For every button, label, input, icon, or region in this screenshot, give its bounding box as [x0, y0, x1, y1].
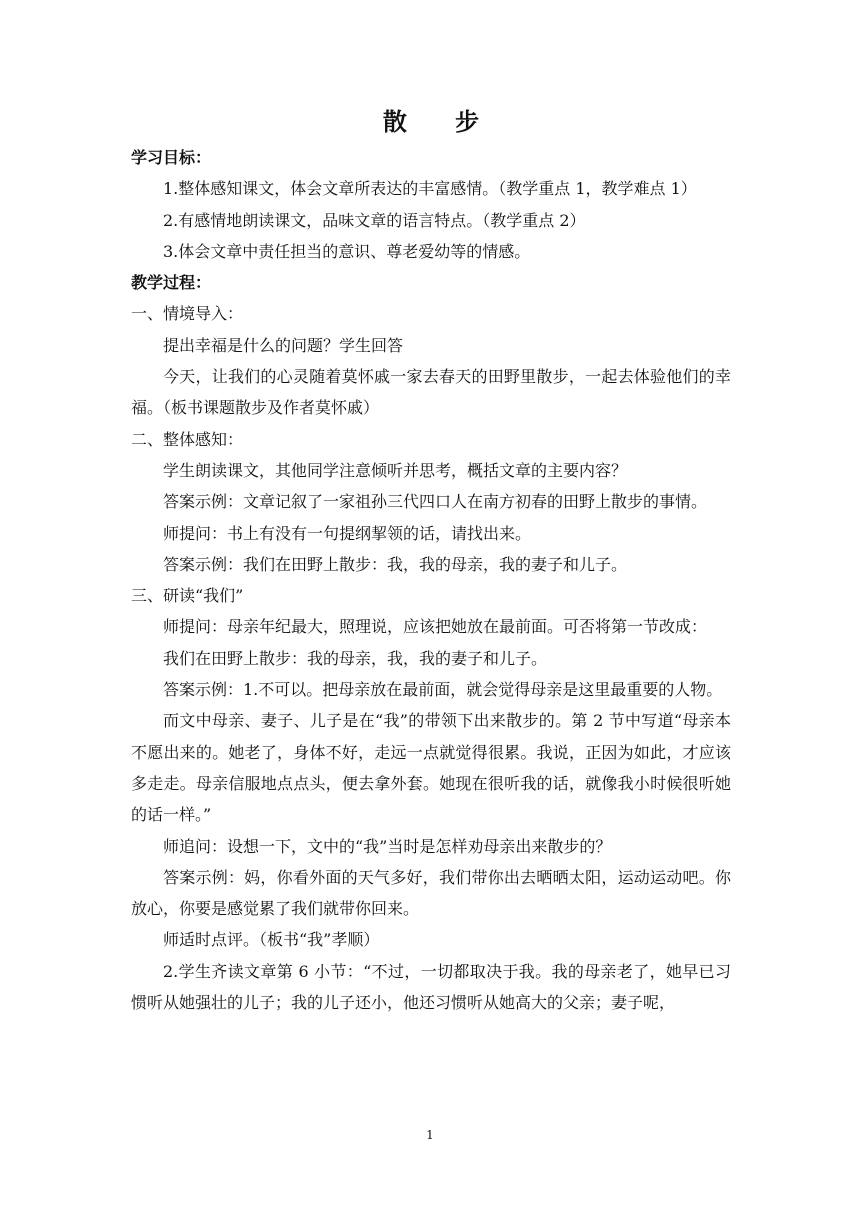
paragraph: 今天，让我们的心灵随着莫怀戚一家去春天的田野里散步，一起去体验他们的幸福。（板书课题散步及作者莫怀戚）	[131, 367, 731, 418]
paragraph: 学生朗读课文，其他同学注意倾听并思考，概括文章的主要内容？	[163, 460, 628, 480]
goal-item: 1.整体感知课文，体会文章所表达的丰富感情。（教学重点 1，教学难点 1）	[163, 179, 697, 199]
paragraph: 我们在田野上散步：我的母亲，我，我的妻子和儿子。	[163, 648, 548, 668]
goal-item: 2.有感情地朗读课文，品味文章的语言特点。（教学重点 2）	[163, 210, 586, 230]
paragraph: 答案示例：1.不可以。把母亲放在最前面，就会觉得母亲是这里最重要的人物。	[163, 680, 723, 700]
goals-heading: 学习目标：	[131, 148, 212, 167]
section-heading: 二、整体感知：	[131, 429, 244, 449]
paragraph: 答案示例：妈，你看外面的天气多好，我们带你出去晒晒太阳，运动运动吧。你放心，你要是感觉累了我们就带你回来。	[131, 867, 731, 919]
paragraph: 提出幸福是什么的问题？学生回答	[163, 335, 404, 355]
paragraph: 师追问：设想一下，文中的“我”当时是怎样劝母亲出来散步的？	[163, 836, 612, 856]
page-title: 散 步	[382, 107, 500, 136]
paragraph: 2.学生齐读文章第 6 小节：“不过，一切都取决于我。我的母亲老了，她早已习惯听从她强壮的儿子；我的儿子还小，他还习惯听从她高大的父亲；妻子呢，	[131, 961, 731, 1013]
section-heading: 一、情境导入：	[131, 304, 244, 324]
section-heading: 三、研读“我们”	[131, 586, 244, 606]
paragraph: 而文中母亲、妻子、儿子是在“我”的带领下出来散步的。第 2 节中写道“母亲本不愿出来的。她老了，身体不好，走远一点就觉得很累。我说，正因为如此，才应该多走走。母亲信服地点点头，便去拿外套。她现在很听我的话，就像我小时候很听她的话一样。”	[131, 711, 731, 825]
process-heading: 教学过程：	[131, 273, 212, 293]
paragraph: 答案示例：我们在田野上散步：我，我的母亲，我的妻子和儿子。	[163, 554, 628, 574]
paragraph: 答案示例：文章记叙了一家祖孙三代四口人在南方初春的田野上散步的事情。	[163, 492, 708, 512]
page-number: 1	[426, 1128, 434, 1142]
goal-item: 3.体会文章中责任担当的意识、尊老爱幼等的情感。	[163, 241, 531, 261]
paragraph: 师适时点评。（板书“我”孝顺）	[163, 930, 380, 950]
paragraph: 师提问：书上有没有一句提纲挈领的话，请找出来。	[163, 523, 532, 543]
paragraph: 师提问：母亲年纪最大，照理说，应该把她放在最前面。可否将第一节改成：	[163, 617, 708, 637]
document-body	[131, 104, 731, 1018]
